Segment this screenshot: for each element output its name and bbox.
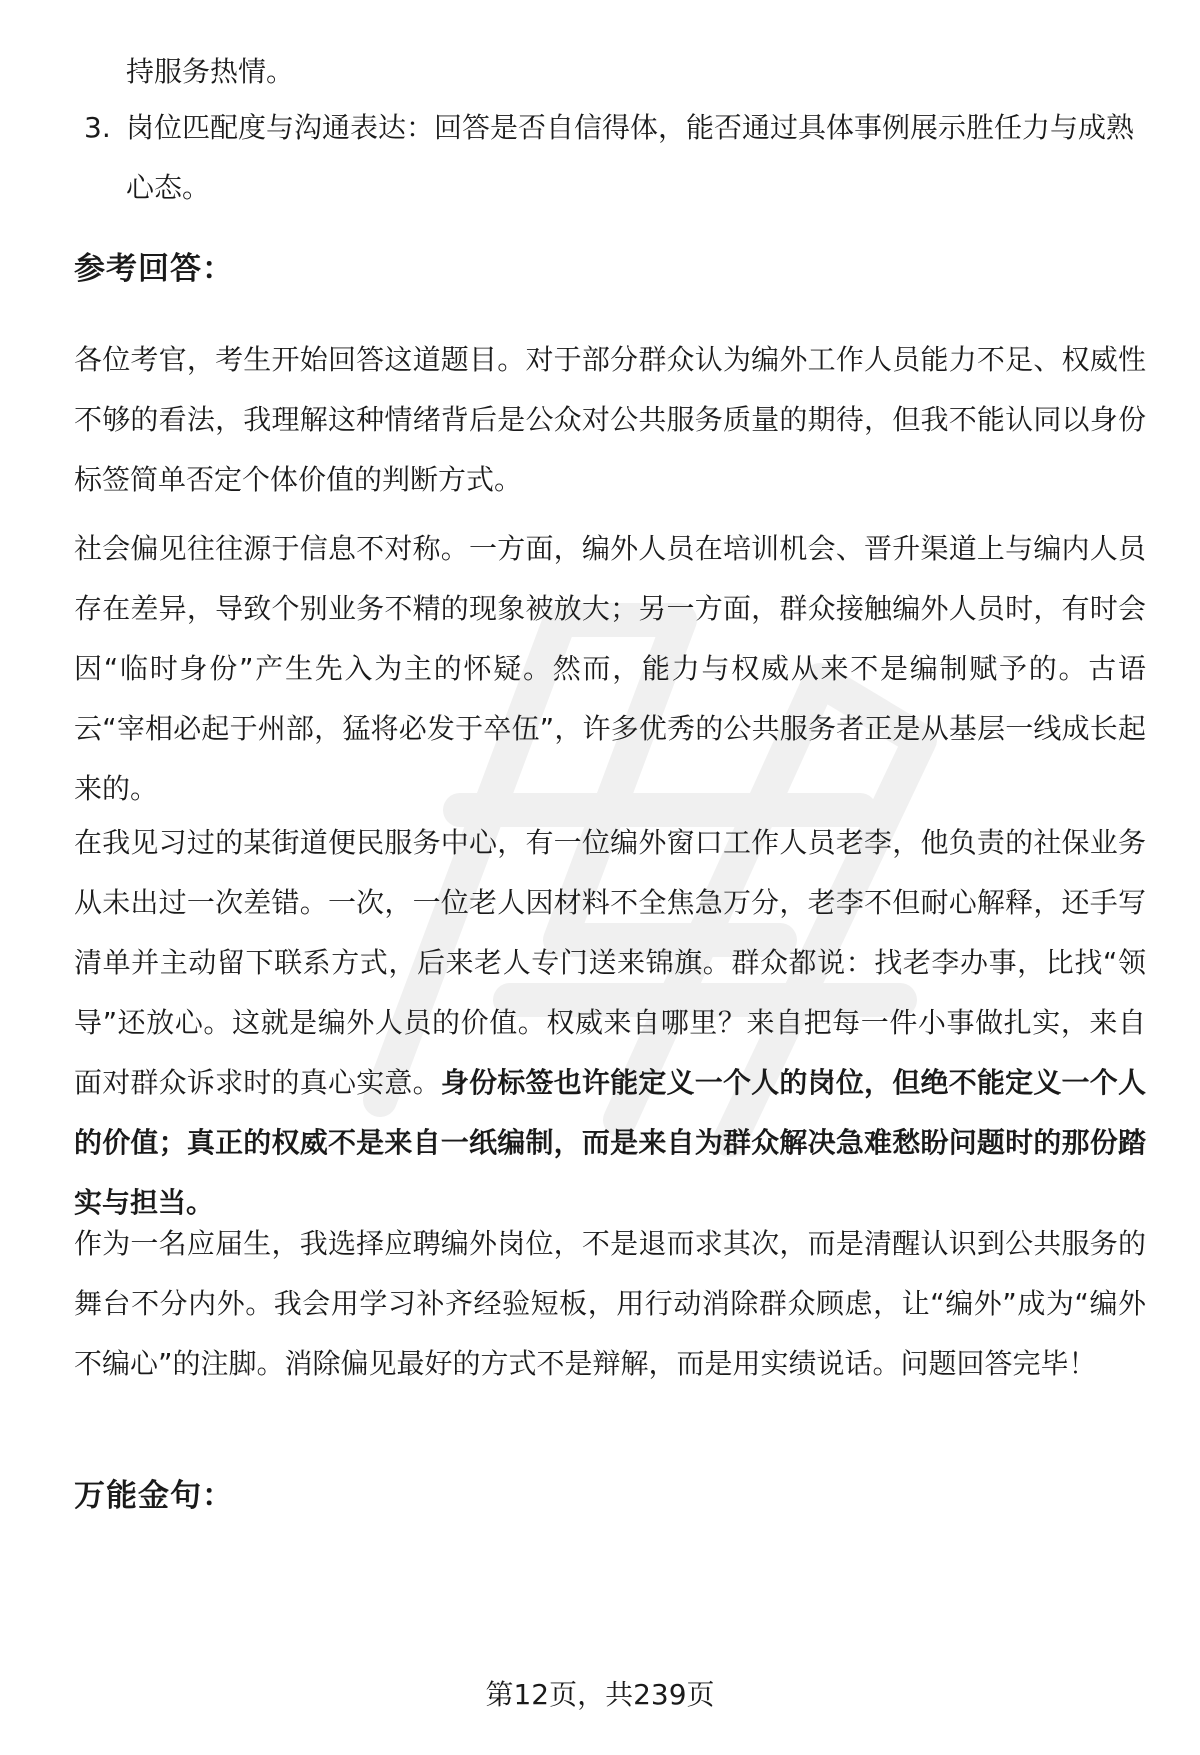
emphasis-text: 身份标签也许能定义一个人的岗位，但绝不能定义一个人的价值；真正的权威不是来自一纸编制，而是来自为群众解决急难愁盼问题时的那份踏实与担当。: [74, 1066, 1146, 1219]
page-number-footer: 第12页，共239页: [485, 1678, 715, 1711]
section-heading-answer: 参考回答：: [74, 251, 234, 287]
paragraph-text: 在我见习过的某街道便民服务中心，有一位编外窗口工作人员老李，他负责的社保业务从未出过一次差错。一次，一位老人因材料不全焦急万分，老李不但耐心解释，还手写清单并主动留下联系方式，后来老人专门送来锦旗。群众都说：找老李办事，比找“领导”还放心。这就是编外人员的价值。权威来自哪里？来自把每一件小事做扎实，来自面对群众诉求时的真心实意。: [74, 826, 1146, 1099]
answer-paragraph-3: [74, 813, 1146, 1233]
list-number: 3.: [84, 111, 111, 144]
answer-paragraph-4: 作为一名应届生，我选择应聘编外岗位，不是退而求其次，而是清醒认识到公共服务的舞台不分内外。我会用学习补齐经验短板，用行动消除群众顾虑，让“编外”成为“编外不编心”的注脚。消除偏见最好的方式不是辩解，而是用实绩说话。问题回答完毕！: [74, 1227, 1146, 1380]
list-item-3: [74, 98, 1144, 218]
section-heading-quotes: 万能金句：: [74, 1478, 234, 1514]
list-item-2-continuation: 持服务热情。: [126, 55, 295, 88]
answer-paragraph-1: 各位考官，考生开始回答这道题目。对于部分群众认为编外工作人员能力不足、权威性不够的看法，我理解这种情绪背后是公众对公共服务质量的期待，但我不能认同以身份标签简单否定个体价值的判断方式。: [74, 343, 1146, 496]
answer-paragraph-2: 社会偏见往往源于信息不对称。一方面，编外人员在培训机会、晋升渠道上与编内人员存在差异，导致个别业务不精的现象被放大；另一方面，群众接触编外人员时，有时会因“临时身份”产生先入为主的怀疑。然而，能力与权威从来不是编制赋予的。古语云“宰相必起于州部，猛将必发于卒伍”，许多优秀的公共服务者正是从基层一线成长起来的。: [74, 532, 1146, 805]
list-item-text: 岗位匹配度与沟通表达：回答是否自信得体，能否通过具体事例展示胜任力与成熟心态。: [126, 111, 1135, 204]
